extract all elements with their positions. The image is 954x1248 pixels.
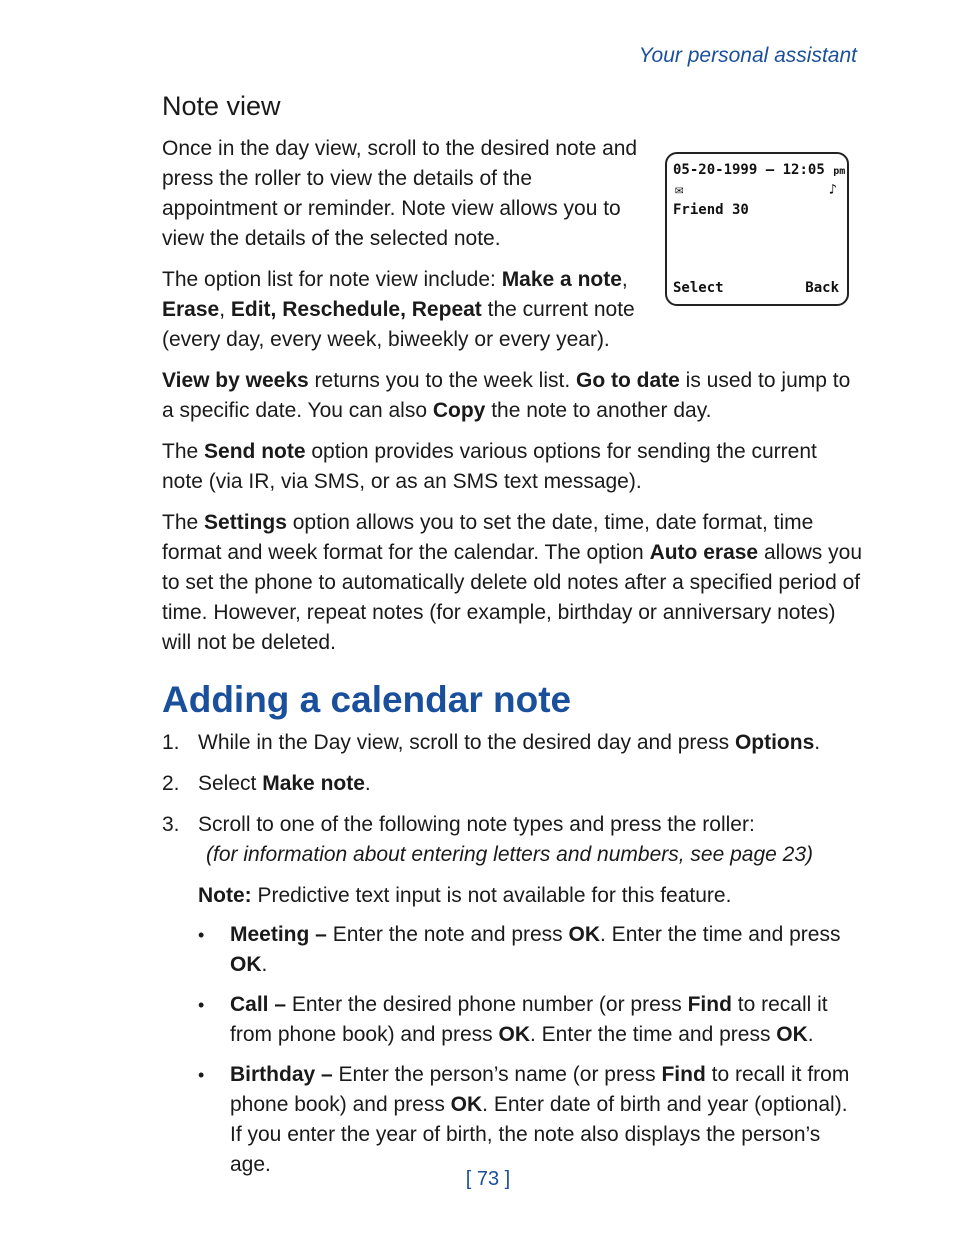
phone-ampm: pm	[833, 166, 846, 177]
step-1: 1. While in the Day view, scroll to the desired day and press Options.	[162, 731, 821, 754]
step-3-italic-note: (for information about entering letters and numbers, see page 23)	[206, 843, 814, 866]
adding-calendar-note-title: Adding a calendar note	[162, 679, 572, 720]
phone-left-softkey: Select	[673, 280, 724, 296]
step-2: 2. Select Make note.	[162, 772, 371, 795]
steps-list	[162, 728, 862, 870]
page-number: [ 73 ]	[465, 1168, 511, 1190]
note-type-item: • Meeting – Enter the note and press OK. Enter the time and press OK.	[198, 920, 862, 980]
phone-date: 05-20-1999	[673, 162, 758, 178]
bullet-icon: •	[198, 925, 205, 945]
note-view-heading: Note view	[162, 91, 281, 121]
page-content	[162, 88, 862, 1190]
note-type-item: • Birthday – Enter the person’s name (or press Find to recall it from phone book) and press OK. Enter date of birth and year (optional). If you enter the year of birth, the note also displays the person’s age.	[198, 1060, 862, 1180]
note-view-paragraph-4: The Send note option provides various options for sending the current note (via IR, via SMS, or as an SMS text message).	[162, 440, 817, 493]
bullet-icon: •	[198, 995, 205, 1015]
note-view-paragraph-1: Once in the day view, scroll to the desired note and press the roller to view the details of the appointment or reminder. Note view allows you to view the details of the selected note.	[162, 137, 638, 250]
note-view-paragraph-5: The Settings option allows you to set the date, time, date format, time format and week format for the calendar. The option Auto erase allows you to set the phone to automatically delete old notes after a specified period of time. However, repeat notes (for example, birthday or anniversary notes) will not be deleted.	[162, 511, 862, 654]
bullet-icon: •	[198, 1065, 205, 1085]
running-header: Your personal assistant	[638, 44, 857, 67]
alarm-icon: ♪	[828, 182, 837, 198]
phone-note-text: Friend 30	[673, 202, 749, 218]
step-3: 3. Scroll to one of the following note types and press the roller: (for information about entering letters and numbers, see page 23)	[162, 810, 862, 870]
predictive-text-note: Note: Predictive text input is not available for this feature.	[198, 884, 732, 907]
phone-right-softkey: Back	[805, 280, 839, 296]
envelope-icon: ✉	[675, 182, 684, 198]
note-types-list	[162, 920, 862, 1180]
phone-time: 12:05	[782, 162, 825, 178]
note-view-paragraph-3: View by weeks returns you to the week list. Go to date is used to jump to a specific date. You can also Copy the note to another day.	[162, 369, 851, 422]
phone-screen-image: 05-20-1999 — 12:05 pm ✉ ♪ Friend 30 Select Back	[665, 152, 849, 306]
note-type-item: • Call – Enter the desired phone number (or press Find to recall it from phone book) and press OK. Enter the time and press OK.	[198, 990, 862, 1050]
note-view-paragraph-2: The option list for note view include: Make a note, Erase, Edit, Reschedule, Repeat the current note (every day, every week, biweekly or every year).	[162, 268, 635, 351]
